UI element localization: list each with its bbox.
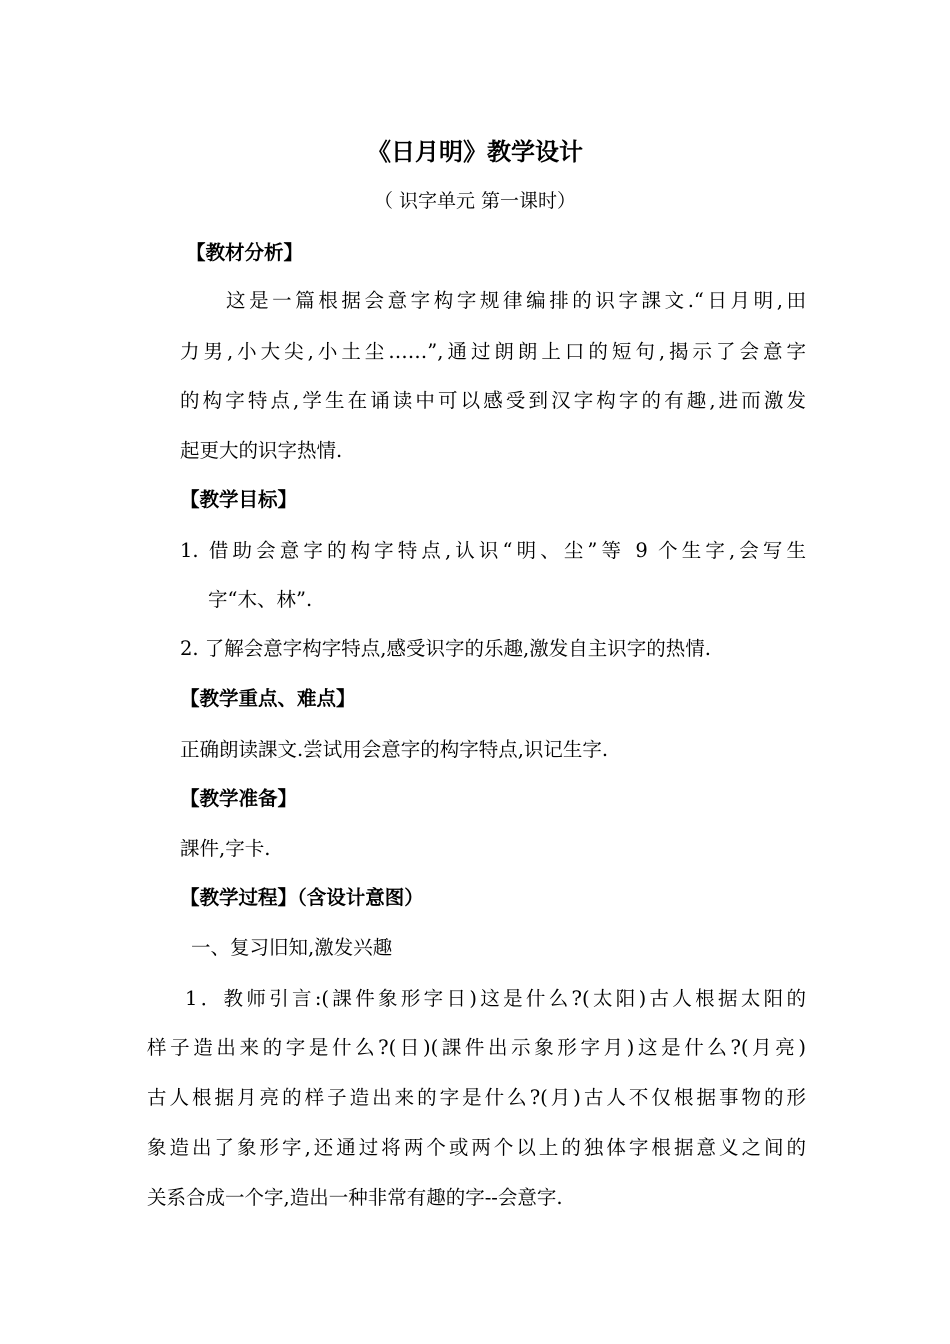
section-heading-process: 【教学过程】（含设计意图） xyxy=(180,886,424,909)
process-line-2: 样子造出来的字是什么?(日)(課件出示象形字月)这是什么?(月亮) xyxy=(147,1036,806,1059)
section-heading-analysis: 【教材分析】 xyxy=(186,241,304,264)
analysis-line-3: 的构字特点,学生在诵读中可以感受到汉字构字的有趣,进而激发 xyxy=(180,389,806,412)
keypoints-line-1: 正确朗读課文.尝试用会意字的构字特点,识记生字. xyxy=(180,738,609,761)
process-line-1: 1．教师引言:(課件象形字日)这是什么?(太阳)古人根据太阳的 xyxy=(185,987,806,1010)
document-title: 《日月明》教学设计 xyxy=(367,138,583,166)
goals-line-1: 1. 借助会意字的构字特点,认识“明、尘”等 9 个生字,会写生 xyxy=(180,539,806,562)
section-heading-keypoints: 【教学重点、难点】 xyxy=(180,687,356,710)
process-subheading: 一、复习旧知,激发兴趣 xyxy=(191,936,393,959)
process-line-4: 象造出了象形字,还通过将两个或两个以上的独体字根据意义之间的 xyxy=(147,1136,806,1159)
analysis-line-2: 力男,小大尖,小土尘……”,通过朗朗上口的短句,揭示了会意字 xyxy=(180,340,806,363)
analysis-line-1: 这是一篇根据会意字构字规律编排的识字課文.“日月明,田 xyxy=(226,289,806,312)
goals-line-3: 2. 了解会意字构字特点,感受识字的乐趣,激发自主识字的热情. xyxy=(180,637,711,660)
section-heading-preparation: 【教学准备】 xyxy=(180,787,298,810)
document-subtitle: （ 识字单元 第一课时） xyxy=(373,190,577,212)
process-line-5: 关系合成一个字,造出一种非常有趣的字--会意字. xyxy=(147,1186,563,1209)
preparation-line-1: 課件,字卡. xyxy=(180,837,271,860)
section-heading-goals: 【教学目标】 xyxy=(180,488,298,511)
analysis-line-4: 起更大的识字热情. xyxy=(180,439,343,462)
goals-line-2: 字“木、林”. xyxy=(208,588,313,611)
process-line-3: 古人根据月亮的样子造出来的字是什么?(月)古人不仅根据事物的形 xyxy=(147,1086,806,1109)
